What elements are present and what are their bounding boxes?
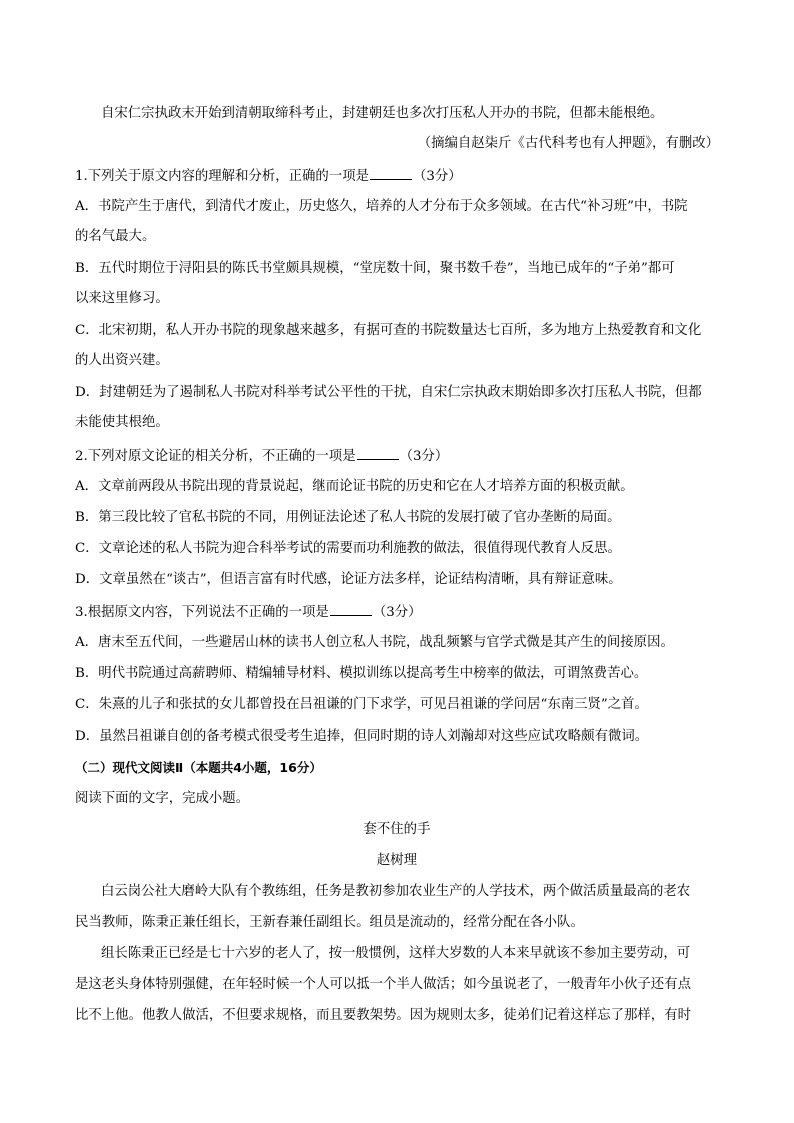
source-note: （摘编自赵柒斤《古代科考也有人押题》，有删改） [417, 136, 719, 151]
q1-score: （3分） [412, 169, 462, 184]
q1-stem-text: 1.下列关于原文内容的理解和分析，正确的一项是 [75, 169, 369, 184]
q3-option-c: C．朱熹的儿子和张拭的女儿都曾投在吕祖谦的门下求学，可见吕祖谦的学问居“东南三贤”之首。 [75, 697, 648, 712]
intro-paragraph-end: 自宋仁宗执政末开始到清朝取缔科考止，封建朝廷也多次打压私人开办的书院，但都未能根绝。 [101, 106, 664, 121]
q1-option-d-line2: 未能使其根绝。 [75, 415, 169, 430]
reading-instruction: 阅读下面的文字，完成小题。 [75, 791, 250, 806]
q3-option-b: B．明代书院通过高薪聘师、精编辅导材料、模拟训练以提高考生中榜率的做法，可谓煞费苦心。 [75, 666, 648, 681]
q2-score: （3分） [399, 449, 449, 464]
q1-option-c-line1: C．北宋初期，私人开办书院的现象越来越多，有据可查的书院数量达七百所，多为地方上热爱教育和文化 [75, 323, 702, 338]
q3-option-a: A．唐末至五代间，一些避居山林的读书人创立私人书院，战乱频繁与官学式微是其产生的间接原因。 [75, 635, 674, 650]
article-paragraph-2-line3: 比不上他。他教人做活，不但要求规格，而且要教架势。因为规则太多，徒弟们记着这样忘了那样，有时 [75, 1008, 691, 1023]
q1-option-d-line1: D．封建朝廷为了遏制私人书院对科举考试公平性的干扰，自宋仁宗执政末期始即多次打压私人书院，但都 [75, 385, 702, 400]
q2-option-b: B．第三段比较了官私书院的不同，用例证法论述了私人书院的发展打破了官办垄断的局面。 [75, 510, 621, 525]
q1-option-a-line1: A．书院产生于唐代，到清代才废止，历史悠久，培养的人才分布于众多领域。在古代“补习班”中，书院 [75, 199, 688, 214]
question-3-stem [75, 602, 422, 623]
article-paragraph-1-line1: 白云岗公社大磨岭大队有个教练组，任务是教初参加农业生产的人学技术，两个做活质量最高的老农 [101, 884, 691, 899]
article-paragraph-1-line2: 民当教师，陈秉正兼任组长，王新春兼任副组长。组员是流动的，经常分配在各小队。 [75, 915, 584, 930]
q2-option-d: D．文章虽然在“谈古”，但语言富有时代感，论证方法多样，论证结构清晰，具有辩证意味。 [75, 572, 622, 587]
question-2-stem [75, 446, 448, 467]
section-heading: （二）现代文阅读Ⅱ（本题共4小题，16分） [75, 760, 322, 775]
q3-answer-blank[interactable] [330, 602, 372, 616]
article-paragraph-2-line2: 是这老头身体特别强健，在年轻时候一个人可以抵一个半人做活；如今虽说老了，一般青年小伙子还有点 [75, 977, 691, 992]
q1-answer-blank[interactable] [370, 166, 412, 180]
q2-option-a: A．文章前两段从书院出现的背景说起，继而论证书院的历史和它在人才培养方面的积极贡献。 [75, 479, 634, 494]
q2-stem-text: 2.下列对原文论证的相关分析，不正确的一项是 [75, 449, 356, 464]
q2-answer-blank[interactable] [357, 446, 399, 460]
q1-option-b-line1: B．五代时期位于浔阳县的陈氏书堂颇具规模，“堂庑数十间，聚书数千卷”，当地已成年的“子弟”都可 [75, 261, 675, 276]
q3-score: （3分） [372, 605, 422, 620]
q1-option-c-line2: 的人出资兴建。 [75, 353, 169, 368]
q2-option-c: C．文章论述的私人书院为迎合科举考试的需要而功利施教的做法，很值得现代教育人反思。 [75, 541, 621, 556]
q1-option-b-line2: 以来这里修习。 [75, 291, 169, 306]
question-1-stem [75, 166, 462, 187]
article-title: 套不住的手 [363, 822, 431, 837]
article-author: 赵树理 [376, 853, 418, 868]
q3-option-d: D．虽然吕祖谦自创的备考模式很受考生追捧，但同时期的诗人刘瀚却对这些应试攻略颇有微词。 [75, 729, 649, 744]
article-paragraph-2-line1: 组长陈秉正已经是七十六岁的老人了，按一般惯例，这样大岁数的人本来早就该不参加主要劳动，可 [101, 946, 691, 961]
q3-stem-text: 3.根据原文内容，下列说法不正确的一项是 [75, 605, 329, 620]
q1-option-a-line2: 的名气最大。 [75, 229, 156, 244]
